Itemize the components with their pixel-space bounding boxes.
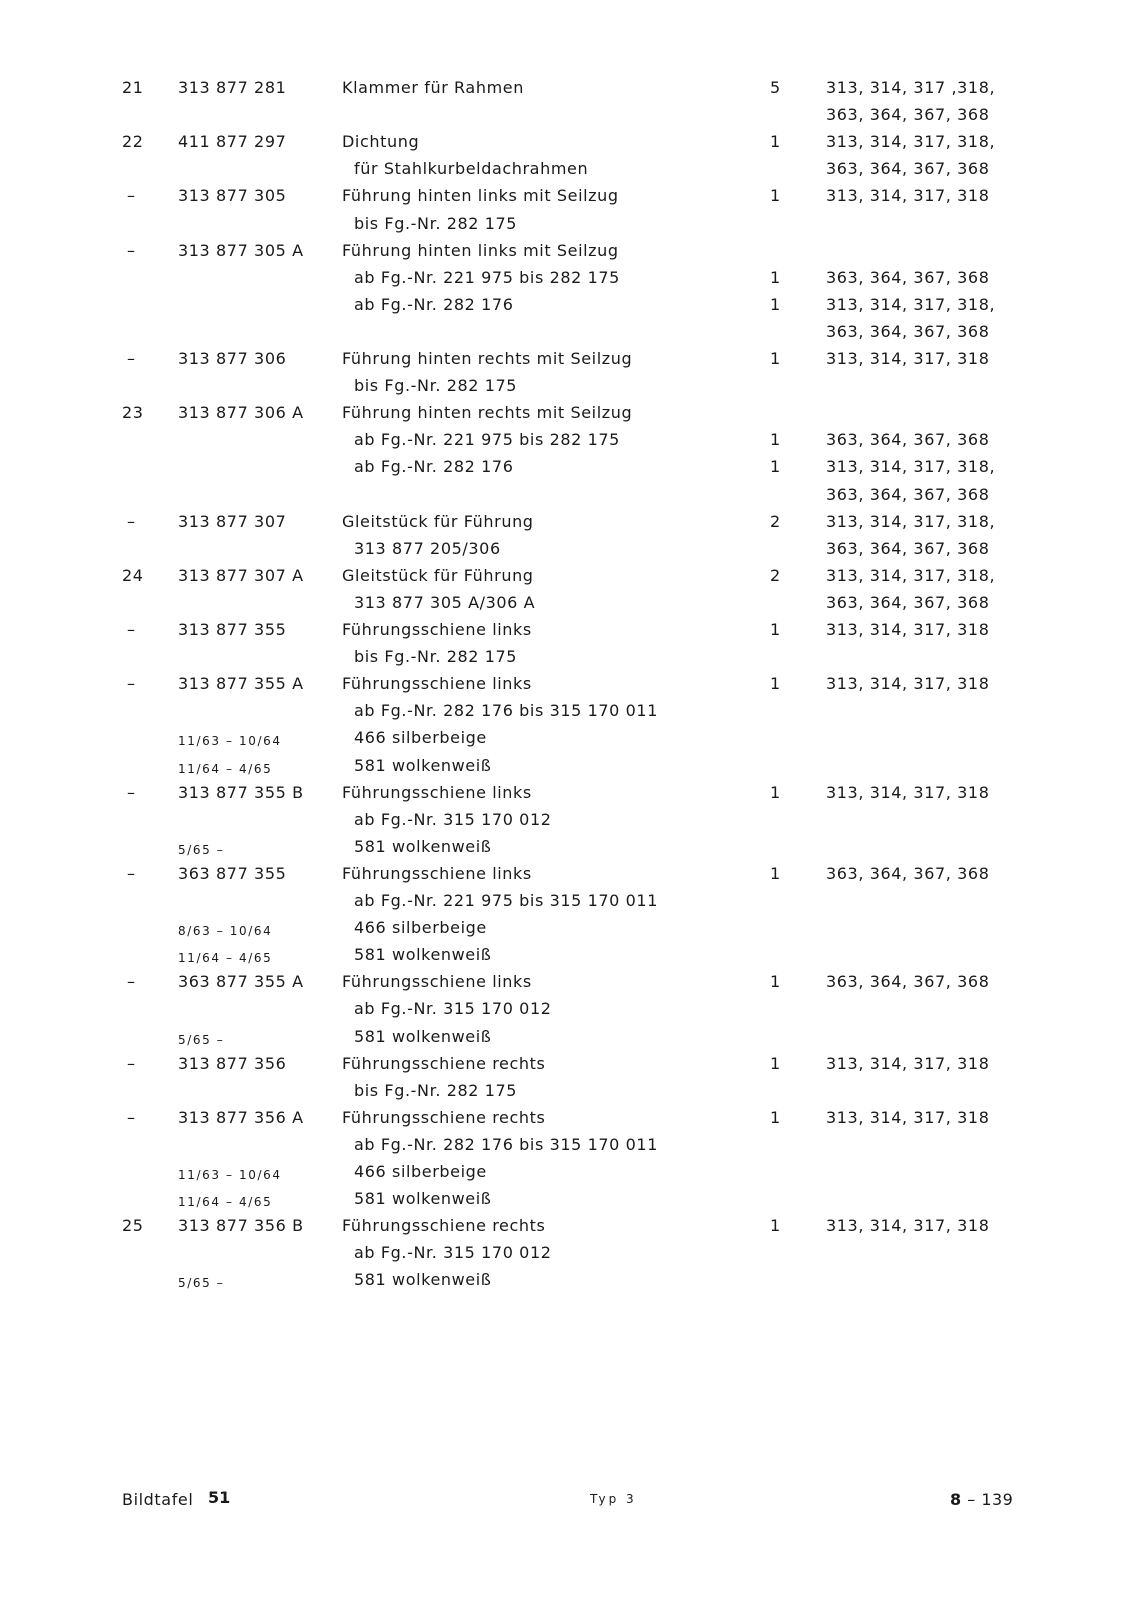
part-description: Führung hinten rechts mit Seilzug xyxy=(342,349,633,368)
part-description: Führungsschiene rechts xyxy=(342,1107,546,1127)
date-range: 11/64 – 4/65 xyxy=(178,1195,273,1210)
model-types: 363, 364, 367, 368 xyxy=(826,267,990,287)
part-description: Führung hinten links mit Seilzug xyxy=(342,186,619,206)
description-detail: bis Fg.-Nr. 282 175 xyxy=(354,213,518,233)
table-row xyxy=(0,674,1142,701)
date-range: 5/65 – xyxy=(178,842,225,857)
model-types: 313, 314, 317, 318 xyxy=(826,1053,990,1073)
table-row xyxy=(0,1243,1142,1270)
description-detail: ab Fg.-Nr. 315 170 012 xyxy=(354,1243,552,1263)
table-row xyxy=(0,159,1142,186)
description-detail: 581 wolkenweiß xyxy=(354,836,492,856)
model-types: 313, 314, 317, 318 xyxy=(826,1107,990,1127)
part-description: Führungsschiene links xyxy=(342,674,532,694)
table-row xyxy=(0,1054,1142,1081)
part-number: 313 877 355 A xyxy=(178,674,304,694)
quantity: 1 xyxy=(770,294,781,314)
description-detail: 581 wolkenweiß xyxy=(354,755,492,775)
part-description: Führungsschiene links xyxy=(342,782,532,802)
quantity: 1 xyxy=(770,132,781,152)
description-detail: 466 silberbeige xyxy=(354,1162,487,1181)
position-dash: – xyxy=(127,863,136,883)
part-description: Führung hinten rechts mit Seilzug xyxy=(342,403,633,423)
quantity: 1 xyxy=(770,674,781,694)
date-range: 8/63 – 10/64 xyxy=(178,924,273,939)
description-detail: bis Fg.-Nr. 282 175 xyxy=(354,647,518,667)
table-row xyxy=(0,864,1142,891)
date-range: 5/65 – xyxy=(178,1032,225,1047)
table-row xyxy=(0,457,1142,484)
position-dash: – xyxy=(127,782,136,802)
table-row xyxy=(0,620,1142,647)
table-row xyxy=(0,1270,1142,1297)
part-number: 313 877 306 A xyxy=(178,403,304,423)
table-row xyxy=(0,945,1142,972)
quantity: 1 xyxy=(770,349,781,368)
description-detail: 313 877 205/306 xyxy=(354,538,501,558)
description-detail: ab Fg.-Nr. 315 170 012 xyxy=(354,999,552,1019)
table-row xyxy=(0,322,1142,349)
quantity: 2 xyxy=(770,565,781,585)
quantity: 1 xyxy=(770,782,781,802)
table-row xyxy=(0,268,1142,295)
table-row xyxy=(0,783,1142,810)
table-row xyxy=(0,756,1142,783)
quantity: 1 xyxy=(770,267,781,287)
description-detail: ab Fg.-Nr. 221 975 bis 315 170 011 xyxy=(354,891,658,910)
table-row xyxy=(0,105,1142,132)
table-row xyxy=(0,241,1142,268)
description-detail: bis Fg.-Nr. 282 175 xyxy=(354,1080,518,1100)
part-description: Führungsschiene links xyxy=(342,972,532,992)
description-detail: 466 silberbeige xyxy=(354,918,487,938)
position-number: 23 xyxy=(122,403,144,423)
table-row xyxy=(0,186,1142,213)
part-description: Führungsschiene links xyxy=(342,863,532,883)
table-row xyxy=(0,403,1142,430)
table-row xyxy=(0,891,1142,918)
footer-section: 8 xyxy=(950,1490,962,1509)
model-types: 313, 314, 317, 318, xyxy=(826,132,996,152)
table-row xyxy=(0,214,1142,241)
table-row xyxy=(0,430,1142,457)
part-number: 313 877 356 xyxy=(178,1053,287,1073)
table-row xyxy=(0,810,1142,837)
position-dash: – xyxy=(127,620,136,639)
footer-type: Typ 3 xyxy=(590,1492,637,1506)
model-types: 313, 314, 317, 318 xyxy=(826,186,990,206)
table-row xyxy=(0,701,1142,728)
date-range: 11/64 – 4/65 xyxy=(178,951,273,966)
part-number: 411 877 297 xyxy=(178,132,287,152)
quantity: 1 xyxy=(770,1216,781,1236)
table-row xyxy=(0,539,1142,566)
model-types: 363, 364, 367, 368 xyxy=(826,972,990,992)
table-row xyxy=(0,593,1142,620)
position-number: 24 xyxy=(122,565,144,585)
table-row xyxy=(0,1027,1142,1054)
position-number: 22 xyxy=(122,132,144,152)
model-types: 313, 314, 317, 318, xyxy=(826,565,996,585)
position-dash: – xyxy=(127,240,136,260)
table-row xyxy=(0,1108,1142,1135)
quantity: 1 xyxy=(770,1107,781,1127)
table-row xyxy=(0,999,1142,1026)
quantity: 1 xyxy=(770,186,781,206)
table-row xyxy=(0,295,1142,322)
description-detail: 581 wolkenweiß xyxy=(354,1189,492,1209)
part-number: 313 877 356 A xyxy=(178,1107,304,1127)
description-detail: für Stahlkurbeldachrahmen xyxy=(354,159,589,179)
table-row xyxy=(0,837,1142,864)
model-types: 313, 314, 317, 318 xyxy=(826,782,990,802)
part-description: Führungsschiene rechts xyxy=(342,1216,546,1236)
description-detail: 581 wolkenweiß xyxy=(354,1270,492,1290)
part-description: Führungsschiene links xyxy=(342,620,532,639)
position-dash: – xyxy=(127,511,136,531)
part-description: Dichtung xyxy=(342,132,420,152)
table-row xyxy=(0,78,1142,105)
model-types: 313, 314, 317, 318, xyxy=(826,511,996,531)
position-number: 21 xyxy=(122,78,144,97)
table-row xyxy=(0,728,1142,755)
table-row xyxy=(0,349,1142,376)
position-dash: – xyxy=(127,1053,136,1073)
model-types: 363, 364, 367, 368 xyxy=(826,105,990,125)
table-row xyxy=(0,1189,1142,1216)
part-number: 313 877 306 xyxy=(178,349,287,368)
footer-page: – 139 xyxy=(967,1490,1014,1509)
part-description: Klammer für Rahmen xyxy=(342,78,524,97)
description-detail: bis Fg.-Nr. 282 175 xyxy=(354,376,518,396)
model-types: 313, 314, 317, 318 xyxy=(826,620,990,639)
footer-page-number xyxy=(950,1490,1013,1509)
description-detail: ab Fg.-Nr. 282 176 bis 315 170 011 xyxy=(354,701,658,721)
quantity: 2 xyxy=(770,511,781,531)
description-detail: ab Fg.-Nr. 282 176 xyxy=(354,294,514,314)
part-number: 313 877 281 xyxy=(178,78,287,97)
table-row xyxy=(0,647,1142,674)
quantity: 1 xyxy=(770,430,781,450)
model-types: 363, 364, 367, 368 xyxy=(826,538,990,558)
quantity: 1 xyxy=(770,972,781,992)
part-number: 313 877 307 xyxy=(178,511,287,531)
part-number: 313 877 307 A xyxy=(178,565,304,585)
part-description: Führung hinten links mit Seilzug xyxy=(342,240,619,260)
model-types: 313, 314, 317, 318, xyxy=(826,294,996,314)
description-detail: 466 silberbeige xyxy=(354,728,487,748)
model-types: 363, 364, 367, 368 xyxy=(826,430,990,450)
position-dash: – xyxy=(127,674,136,694)
part-description: Führungsschiene rechts xyxy=(342,1053,546,1073)
quantity: 5 xyxy=(770,78,781,97)
footer-plate-number: 51 xyxy=(208,1488,231,1507)
date-range: 11/63 – 10/64 xyxy=(178,1168,282,1182)
model-types: 313, 314, 317, 318 xyxy=(826,1216,990,1236)
description-detail: ab Fg.-Nr. 315 170 012 xyxy=(354,809,552,829)
quantity: 1 xyxy=(770,457,781,477)
table-row xyxy=(0,1135,1142,1162)
model-types: 363, 364, 367, 368 xyxy=(826,484,990,504)
model-types: 313, 314, 317, 318, xyxy=(826,457,996,477)
part-number: 313 877 305 A xyxy=(178,240,304,260)
model-types: 363, 364, 367, 368 xyxy=(826,159,990,179)
position-dash: – xyxy=(127,972,136,992)
model-types: 313, 314, 317, 318 xyxy=(826,349,990,368)
description-detail: ab Fg.-Nr. 221 975 bis 282 175 xyxy=(354,267,620,287)
description-detail: 581 wolkenweiß xyxy=(354,1026,492,1046)
description-detail: ab Fg.-Nr. 282 176 xyxy=(354,457,514,477)
quantity: 1 xyxy=(770,863,781,883)
model-types: 363, 364, 367, 368 xyxy=(826,592,990,612)
model-types: 313, 314, 317 ,318, xyxy=(826,78,996,97)
table-row xyxy=(0,972,1142,999)
part-description: Gleitstück für Führung xyxy=(342,565,534,585)
date-range: 5/65 – xyxy=(178,1276,225,1291)
table-row xyxy=(0,512,1142,539)
table-row xyxy=(0,376,1142,403)
model-types: 363, 364, 367, 368 xyxy=(826,863,990,883)
table-row xyxy=(0,918,1142,945)
table-row xyxy=(0,1216,1142,1243)
table-row xyxy=(0,132,1142,159)
part-number: 313 877 356 B xyxy=(178,1216,304,1236)
footer-plate-label: Bildtafel xyxy=(122,1490,194,1509)
part-number: 363 877 355 A xyxy=(178,972,304,992)
table-row xyxy=(0,1162,1142,1189)
part-number: 363 877 355 xyxy=(178,863,287,883)
table-row xyxy=(0,566,1142,593)
date-range: 11/63 – 10/64 xyxy=(178,734,282,749)
table-row xyxy=(0,1081,1142,1108)
description-detail: 313 877 305 A/306 A xyxy=(354,592,536,612)
description-detail: ab Fg.-Nr. 282 176 bis 315 170 011 xyxy=(354,1134,658,1154)
quantity: 1 xyxy=(770,1053,781,1073)
table-row xyxy=(0,485,1142,512)
part-number: 313 877 305 xyxy=(178,186,287,206)
description-detail: 581 wolkenweiß xyxy=(354,945,492,965)
description-detail: ab Fg.-Nr. 221 975 bis 282 175 xyxy=(354,430,620,450)
model-types: 363, 364, 367, 368 xyxy=(826,321,990,341)
position-dash: – xyxy=(127,349,136,368)
quantity: 1 xyxy=(770,620,781,639)
page-footer xyxy=(0,1490,1142,1514)
part-number: 313 877 355 xyxy=(178,620,287,639)
part-number: 313 877 355 B xyxy=(178,782,304,802)
date-range: 11/64 – 4/65 xyxy=(178,761,273,776)
position-number: 25 xyxy=(122,1216,144,1236)
part-description: Gleitstück für Führung xyxy=(342,511,534,531)
model-types: 313, 314, 317, 318 xyxy=(826,674,990,694)
position-dash: – xyxy=(127,1107,136,1127)
position-dash: – xyxy=(127,186,136,206)
